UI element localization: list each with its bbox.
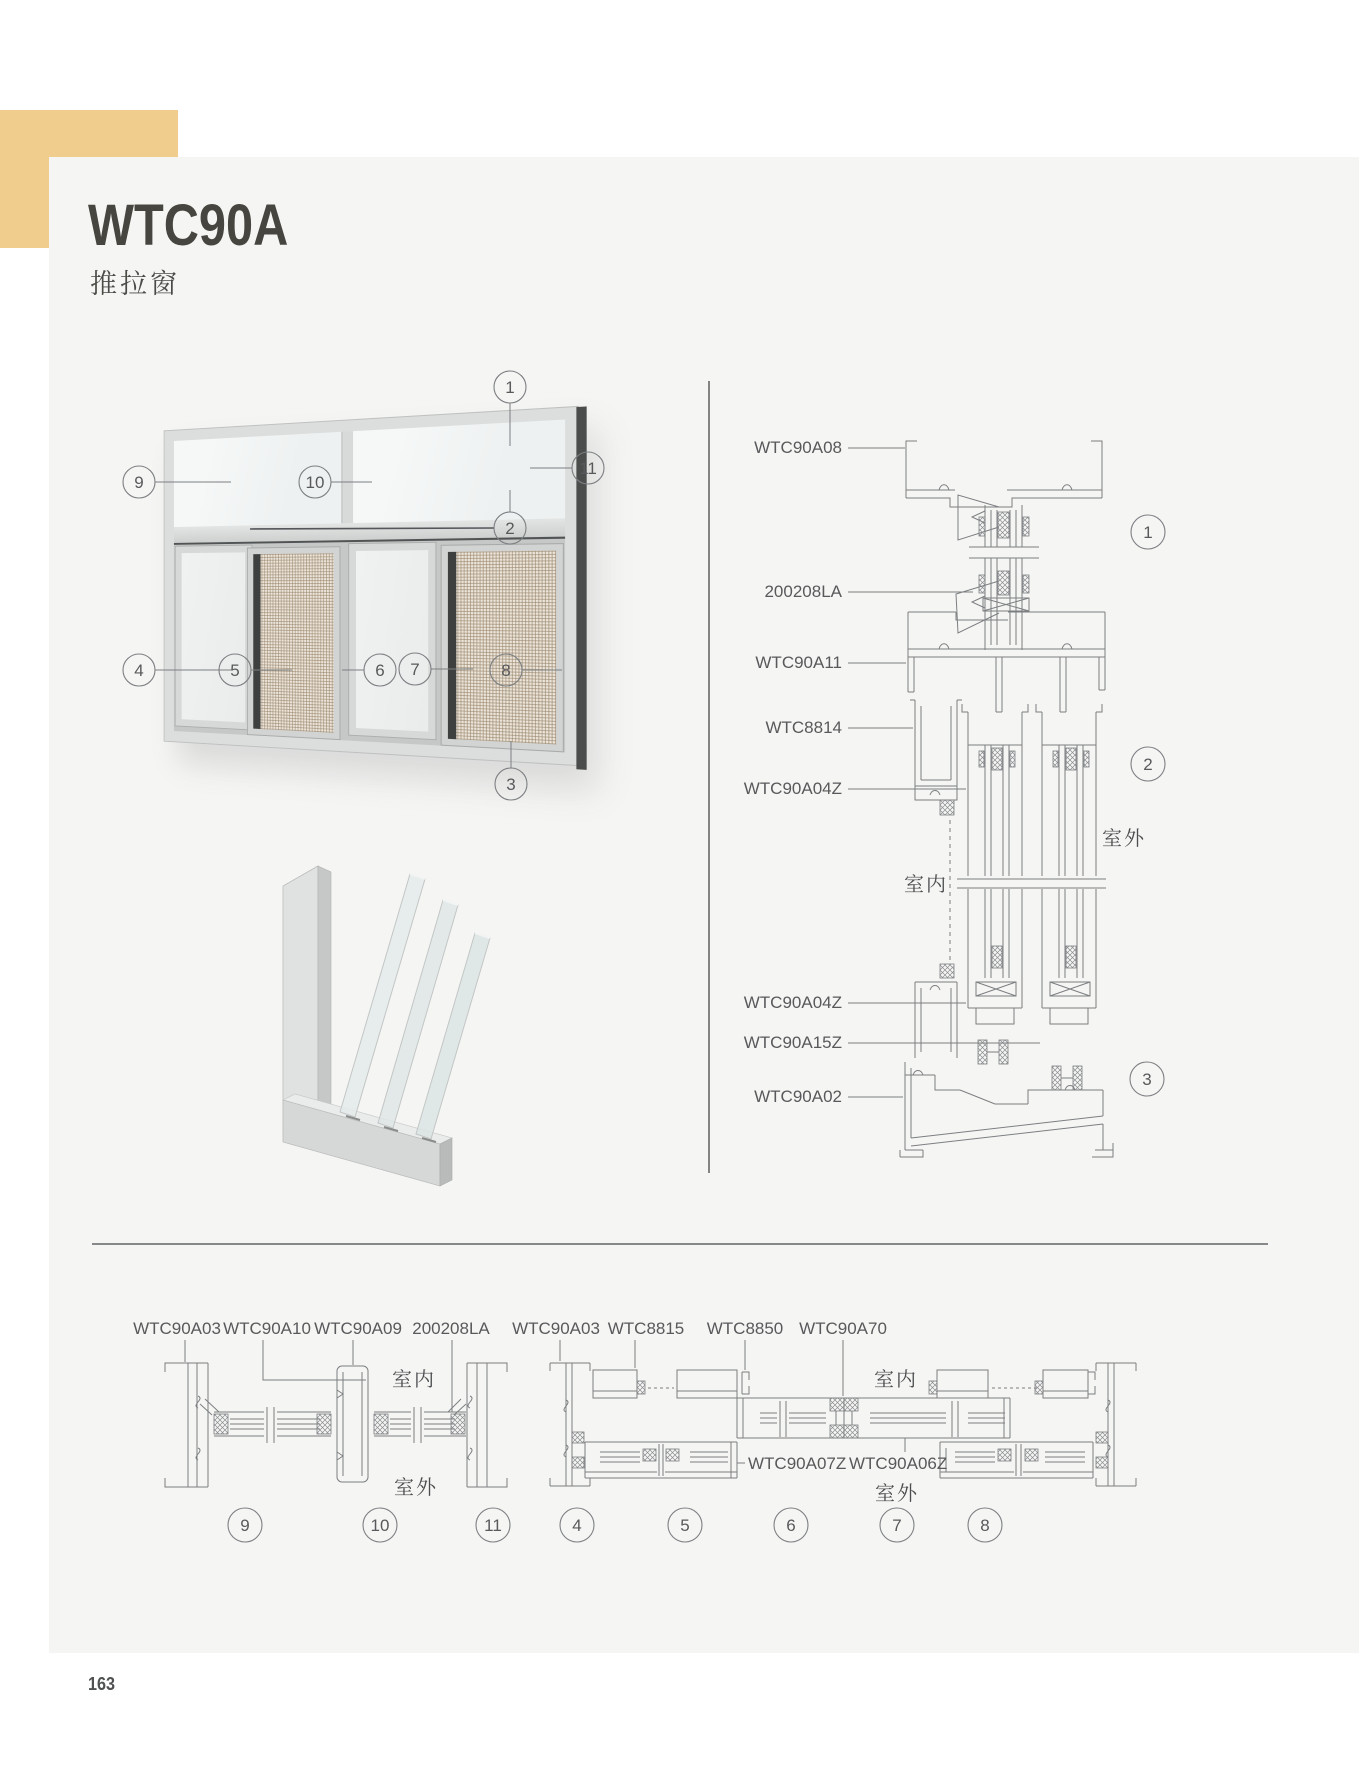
hleft-callout-9: 9: [240, 1516, 250, 1535]
vsection-label: WTC90A04Z: [743, 993, 842, 1012]
callout-3: 3: [506, 775, 516, 794]
hright-label: WTC8815: [607, 1319, 685, 1338]
hright-inside-label: 室内: [874, 1369, 918, 1391]
vsection-callout-2: 2: [1143, 755, 1153, 774]
hright-outside-label: 室外: [875, 1483, 919, 1505]
hleft-label: WTC90A09: [314, 1319, 402, 1338]
elevation-callouts: [123, 371, 604, 800]
vertical-section: [744, 438, 1165, 1157]
callout-7: 7: [410, 660, 420, 679]
vsection-label: WTC90A02: [754, 1087, 842, 1106]
vsection-callout-1: 1: [1143, 523, 1153, 542]
callout-4: 4: [134, 661, 144, 680]
hsection-left: [133, 1319, 510, 1542]
page-title: WTC90A: [88, 193, 289, 258]
hright-callout-6: 6: [786, 1516, 796, 1535]
hright-callout-8: 8: [980, 1516, 990, 1535]
hsection-right: [512, 1319, 1136, 1542]
hright-sublabel: WTC90A07Z: [748, 1454, 847, 1473]
vsection-label: WTC90A04Z: [743, 779, 842, 798]
hright-sublabel: WTC90A06Z: [849, 1454, 948, 1473]
page-number: 163: [88, 1674, 116, 1694]
callout-5: 5: [230, 661, 240, 680]
hright-label: WTC8850: [706, 1319, 784, 1338]
vsection-callout-3: 3: [1142, 1070, 1152, 1089]
hright-callout-7: 7: [892, 1516, 902, 1535]
callout-9: 9: [134, 473, 144, 492]
callout-8: 8: [501, 661, 511, 680]
hleft-inside-label: 室内: [392, 1369, 436, 1391]
corner-profile-render: [283, 866, 490, 1186]
vsection-label: WTC8814: [765, 718, 842, 737]
vsection-outside-label: 室外: [1102, 828, 1146, 850]
hleft-outside-label: 室外: [394, 1477, 438, 1499]
vsection-label: WTC90A08: [754, 438, 842, 457]
hleft-label: WTC90A03: [133, 1319, 221, 1338]
hleft-label: 200208LA: [412, 1319, 490, 1338]
vsection-label: 200208LA: [764, 582, 842, 601]
callout-1: 1: [505, 378, 515, 397]
callout-2: 2: [505, 519, 515, 538]
hright-callout-4: 4: [572, 1516, 582, 1535]
callout-6: 6: [375, 661, 385, 680]
hright-label: WTC90A03: [512, 1319, 600, 1338]
hright-label: WTC90A70: [799, 1319, 887, 1338]
callout-11: 11: [579, 459, 597, 478]
hright-callout-5: 5: [680, 1516, 690, 1535]
page-subtitle: 推拉窗: [90, 269, 180, 299]
callout-10: 10: [305, 473, 325, 492]
hleft-callout-10: 10: [370, 1516, 390, 1535]
hleft-callout-11: 11: [484, 1516, 502, 1535]
vsection-label: WTC90A15Z: [743, 1033, 842, 1052]
vsection-inside-label: 室内: [904, 874, 948, 896]
hleft-label: WTC90A10: [223, 1319, 311, 1338]
vsection-label: WTC90A11: [755, 653, 842, 672]
